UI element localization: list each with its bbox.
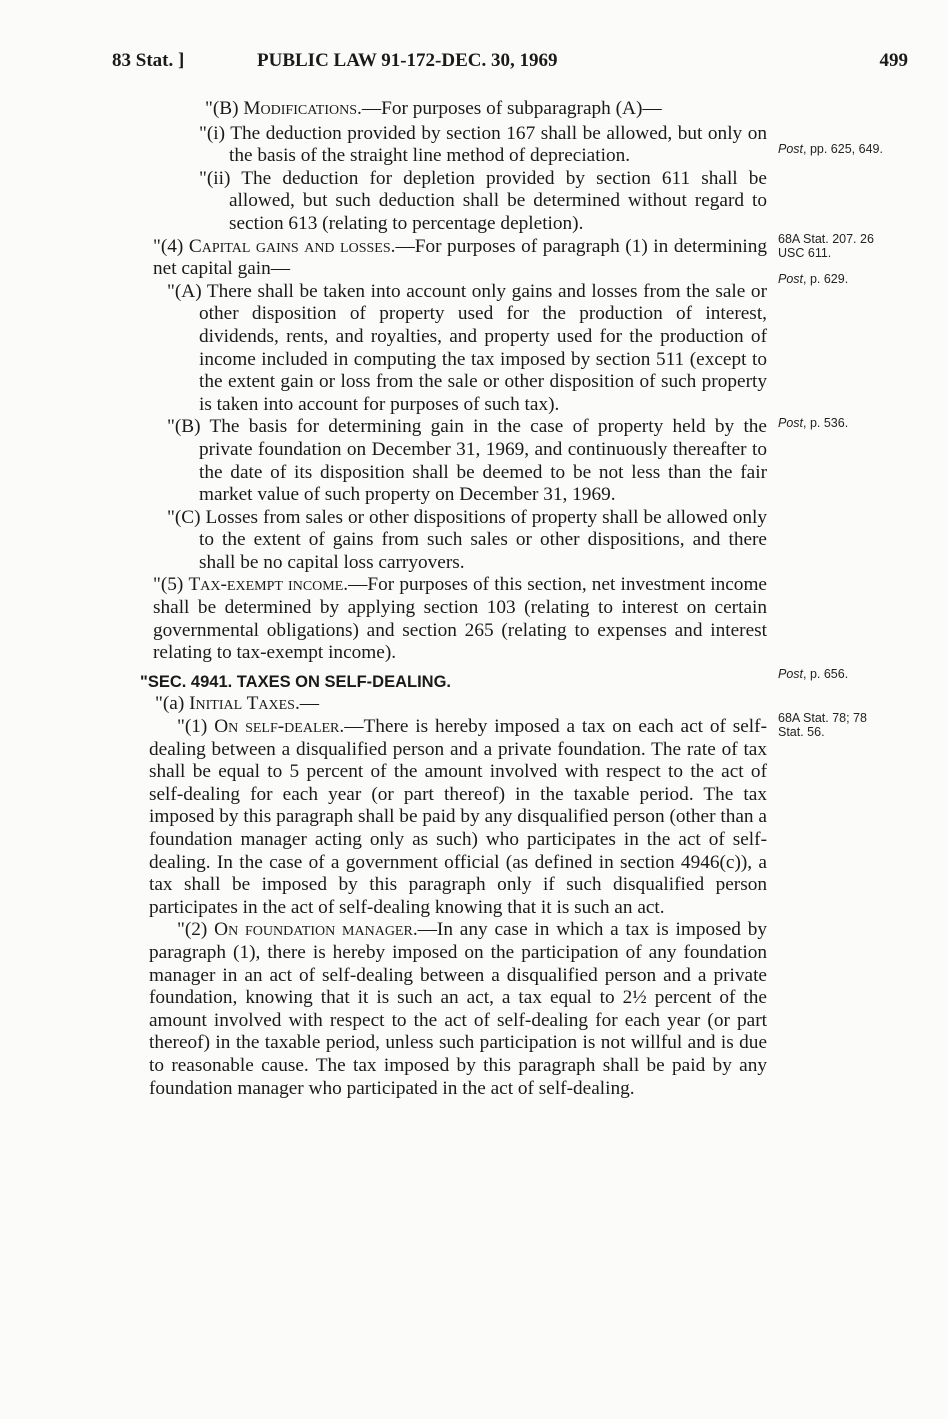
subparagraph-c-losses: "(C) Losses from sales or other dispositions of property shall be allowed only to the extent of gains from such sales or other dispositions, and there shall be no capital loss carryovers. — [167, 506, 767, 573]
paragraph-1-self-dealer: "(1) On self-dealer.—There is hereby imposed a tax on each act of self-dealing between a disqualified person and a private foundation. The rate of tax shall be equal to 5 percent of the amount involved with respect to the act of self-dealing for each year (or part thereof) in the taxable period. The tax imposed by this paragraph shall be paid by any disqualified person (other than a foundation manager acting only as such) who participates in the act of self-dealing. In the case of a government official (as defined in section 4946(c)), a tax shall be imposed by this paragraph only if such disqualified person participates in the act of self-dealing knowing that it is such an act. — [149, 716, 767, 918]
statute-volume: 83 Stat. ] — [112, 50, 185, 71]
paragraph-4-capital-gains: "(4) Capital gains and losses.—For purposes of paragraph (1) in determining net capital gain— — [153, 235, 767, 280]
subsection-a-initial-taxes: "(a) Initial Taxes.— — [155, 693, 320, 715]
law-title: PUBLIC LAW 91-172-DEC. 30, 1969 — [257, 50, 558, 71]
margin-note-post-536: Post, p. 536. — [778, 416, 849, 430]
subparagraph-a-gains-losses: "(A) There shall be taken into account only gains and losses from the sale or other disposition of property used for the production of interest, dividends, rents, and royalties, and property used for the production of income included in computing the tax imposed by section 511 (except to the extent gain or loss from the sale or other disposition of such property is taken into account for purposes of such tax). — [167, 280, 767, 415]
paragraph-2-foundation-manager: "(2) On foundation manager.—In any case in which a tax is imposed by paragraph (1), there is hereby imposed on the participation of any foundation manager in an act of self-dealing between a disqualified person and a private foundation, knowing that it is such an act, a tax equal to 2½ percent of the amount involved with respect to the act of self-dealing for each year (or part thereof) in the taxable period, unless such participation is not willful and is due to reasonable cause. The tax imposed by this paragraph shall be paid by any foundation manager who participated in the act of self-dealing. — [149, 919, 767, 1099]
section-4941-heading: "SEC. 4941. TAXES ON SELF-DEALING. — [140, 672, 451, 691]
clause-i-depreciation: "(i) The deduction provided by section 167 shall be allowed, but only on the basis of the straight line method of depreciation. — [199, 122, 767, 167]
margin-note-68a-207: 68A Stat. 207. 26 USC 611. — [778, 232, 874, 260]
margin-note-post-656: Post, p. 656. — [778, 667, 849, 681]
subparagraph-b-basis: "(B) The basis for determining gain in the case of property held by the private foundation on December 31, 1969, and continuously thereafter to the date of its disposition shall be deemed to be not less than the fair market value of such property on December 31, 1969. — [167, 416, 767, 506]
margin-note-post-629: Post, p. 629. — [778, 272, 849, 286]
running-header — [112, 50, 908, 76]
page-number: 499 — [879, 50, 908, 71]
margin-note-68a-78: 68A Stat. 78; 78 Stat. 56. — [778, 711, 867, 739]
statute-body — [140, 98, 767, 1100]
margin-note-post-625: Post, pp. 625, 649. — [778, 142, 883, 156]
paragraph-b-modifications: "(B) Modifications.—For purposes of subparagraph (A)— — [205, 98, 662, 119]
paragraph-5-tax-exempt: "(5) Tax-exempt income.—For purposes of this section, net investment income shall be determined by applying section 103 (relating to interest on certain governmental obligations) and section 265 (relating to expenses and interest relating to tax-exempt income). — [153, 574, 767, 664]
clause-ii-depletion: "(ii) The deduction for depletion provided by section 611 shall be allowed, but such deduction shall be determined without regard to section 613 (relating to percentage depletion). — [199, 167, 767, 234]
